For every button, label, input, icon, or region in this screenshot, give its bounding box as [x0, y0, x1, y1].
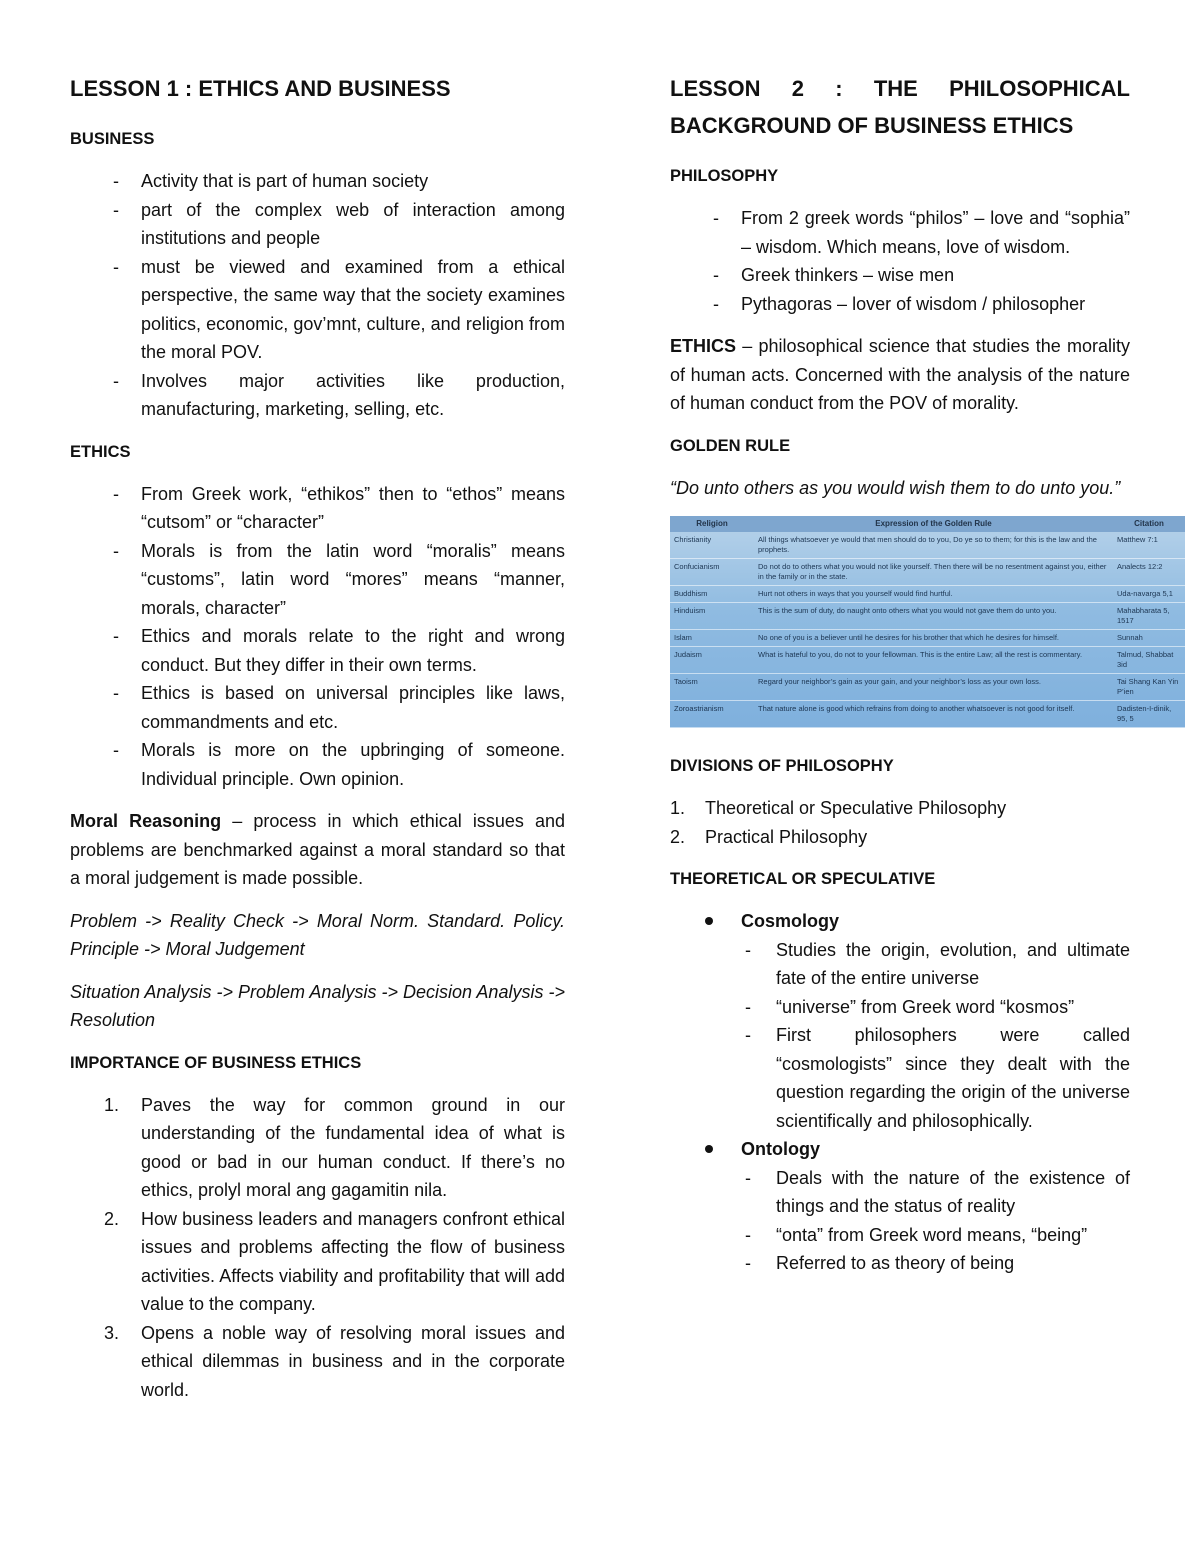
cell-religion: Buddhism — [670, 586, 754, 603]
table-row — [670, 603, 1185, 630]
flow-situation-resolution: Situation Analysis -> Problem Analysis -> Decision Analysis -> Resolution — [70, 981, 565, 1030]
list-text: Paves the way for common ground in our understanding of the fundamental idea of what is good or bad in our human conduct. If there’s no ethics, prolyl moral ang gagamitin nila. — [141, 1094, 565, 1200]
cell-religion: Judaism — [670, 647, 754, 674]
table-row — [670, 701, 1185, 728]
list-item: - From Greek work, “ethikos” then to “ethos” means “cutsom” or “character” — [70, 480, 565, 537]
list-item — [670, 823, 1130, 852]
list-item — [670, 794, 1130, 823]
cell-citation: Talmud, Shabbat 3id — [1113, 647, 1185, 674]
list-item: - “onta” from Greek word means, “being” — [741, 1221, 1130, 1250]
moral-reasoning-paragraph — [70, 807, 565, 893]
table-row — [670, 586, 1185, 603]
bullet-cosmology — [670, 907, 1130, 1135]
cell-expression: Regard your neighbor’s gain as your gain, and your neighbor’s loss as your own loss. — [754, 674, 1113, 701]
list-item: - Involves major activities like production, manufacturing, marketing, selling, etc. — [70, 367, 565, 424]
list-item: - part of the complex web of interaction among institutions and people — [70, 196, 565, 253]
cell-expression: All things whatsoever ye would that men should do to you, Do ye so to them; for this is the law and the prophets. — [754, 532, 1113, 559]
list-number: 2. — [104, 1208, 120, 1229]
cell-citation: Matthew 7:1 — [1113, 532, 1185, 559]
lesson1-title: LESSON 1 : ETHICS AND BUSINESS — [70, 76, 451, 101]
moral-reasoning-text: – process in which ethical issues and problems are benchmarked against a moral standard so that a moral judgement is made possible. — [70, 811, 565, 888]
cell-religion: Zoroastrianism — [670, 701, 754, 728]
importance-heading: IMPORTANCE OF BUSINESS ETHICS — [70, 1053, 362, 1072]
cell-expression: Hurt not others in ways that you yourself would find hurtful. — [754, 586, 1113, 603]
table-row — [670, 559, 1185, 586]
golden-rule-quote: “Do unto others as you would wish them to do unto you.” — [670, 477, 1121, 498]
lesson2-title: LESSON 2 : THE PHILOSOPHICAL BACKGROUND OF BUSINESS ETHICS — [670, 76, 1130, 138]
table-row — [670, 674, 1185, 701]
table-row — [670, 532, 1185, 559]
cell-citation: Sunnah — [1113, 630, 1185, 647]
cell-expression: What is hateful to you, do not to your fellowman. This is the entire Law; all the rest is commentary. — [754, 647, 1113, 674]
list-text: Practical Philosophy — [705, 826, 868, 847]
divisions-list — [670, 794, 1130, 851]
business-heading: BUSINESS — [70, 130, 155, 148]
cell-expression: Do not do to others what you would not like yourself. Then there will be no resentment against you, either in the family or in the state. — [754, 559, 1113, 586]
ontology-sublist — [741, 1164, 1130, 1278]
cell-religion: Hinduism — [670, 603, 754, 630]
golden-rule-heading: GOLDEN RULE — [670, 436, 791, 455]
flow-problem-judgement: Problem -> Reality Check -> Moral Norm. Standard. Policy. Principle -> Moral Judgement — [70, 910, 565, 959]
list-number: 2. — [670, 826, 686, 847]
list-number: 1. — [104, 1094, 120, 1115]
list-item: - Referred to as theory of being — [741, 1249, 1130, 1278]
cell-citation: Mahabharata 5, 1517 — [1113, 603, 1185, 630]
list-text: Opens a noble way of resolving moral issues and ethical dilemmas in business and in the corporate world. — [141, 1322, 565, 1400]
divisions-heading: DIVISIONS OF PHILOSOPHY — [670, 757, 894, 775]
ethics-definition — [670, 332, 1130, 418]
list-item: - Ethics and morals relate to the right and wrong conduct. But they differ in their own terms. — [70, 622, 565, 679]
left-column — [70, 70, 565, 1418]
list-item: - Morals is from the latin word “moralis” means “customs”, latin word “mores” means “manner, morals, character” — [70, 537, 565, 623]
business-list — [70, 167, 565, 424]
importance-list — [70, 1091, 565, 1405]
moral-reasoning-term: Moral Reasoning — [70, 811, 222, 831]
cell-expression: No one of you is a believer until he desires for his brother that which he desires for himself. — [754, 630, 1113, 647]
ontology-label: Ontology — [741, 1139, 820, 1159]
list-item: - “universe” from Greek word “kosmos” — [741, 993, 1130, 1022]
philosophy-heading: PHILOSOPHY — [670, 167, 779, 185]
cell-religion: Confucianism — [670, 559, 754, 586]
list-item: - From 2 greek words “philos” – love and “sophia” – wisdom. Which means, love of wisdom. — [670, 204, 1130, 261]
list-item: - Activity that is part of human society — [70, 167, 565, 196]
list-item — [70, 1205, 565, 1319]
bullet-ontology — [670, 1135, 1130, 1278]
list-item: - Ethics is based on universal principles like laws, commandments and etc. — [70, 679, 565, 736]
cell-expression: This is the sum of duty, do naught onto others what you would not gave them do unto you. — [754, 603, 1113, 630]
cell-expression: That nature alone is good which refrains from doing to another whatsoever is not good for itself. — [754, 701, 1113, 728]
list-item: - Greek thinkers – wise men — [670, 261, 1130, 290]
header-religion: Religion — [670, 516, 754, 532]
cosmology-sublist — [741, 936, 1130, 1136]
cosmology-label: Cosmology — [741, 911, 840, 931]
ethics-list — [70, 480, 565, 794]
cell-citation: Uda-navarga 5,1 — [1113, 586, 1185, 603]
list-item: - must be viewed and examined from a ethical perspective, the same way that the society examines politics, economic, gov’mnt, culture, and religion from the moral POV. — [70, 253, 565, 367]
ethics-text: – philosophical science that studies the morality of human acts. Concerned with the analysis of the nature of human conduct from the POV of morality. — [670, 336, 1130, 413]
cell-religion: Christianity — [670, 532, 754, 559]
list-item: - Pythagoras – lover of wisdom / philosopher — [670, 290, 1130, 319]
cell-citation: Dadisten-I-dinik, 95, 5 — [1113, 701, 1185, 728]
list-item: - First philosophers were called “cosmologists” since they dealt with the question regarding the origin of the universe scientifically and philosophically. — [741, 1021, 1130, 1135]
list-item: - Studies the origin, evolution, and ultimate fate of the entire universe — [741, 936, 1130, 993]
theoretical-heading: THEORETICAL OR SPECULATIVE — [670, 870, 936, 888]
list-item — [70, 1319, 565, 1405]
right-column — [670, 70, 1179, 1278]
list-text: How business leaders and managers confront ethical issues and problems affecting the flow of business activities. Affects viability and profitability that will add value to the company. — [141, 1208, 565, 1314]
list-item: - Deals with the nature of the existence of things and the status of reality — [741, 1164, 1130, 1221]
table-header-row — [670, 516, 1185, 532]
cell-citation: Tai Shang Kan Yin P’ien — [1113, 674, 1185, 701]
list-item — [70, 1091, 565, 1205]
table-row — [670, 630, 1185, 647]
golden-rule-table — [670, 516, 1185, 728]
cell-religion: Taoism — [670, 674, 754, 701]
ethics-term: ETHICS — [670, 336, 737, 356]
ethics-heading: ETHICS — [70, 442, 131, 461]
table-row — [670, 647, 1185, 674]
cell-citation: Analects 12:2 — [1113, 559, 1185, 586]
list-number: 1. — [670, 798, 686, 818]
header-expression: Expression of the Golden Rule — [754, 516, 1113, 532]
philosophy-list — [670, 204, 1130, 318]
list-text: Theoretical or Speculative Philosophy — [705, 798, 1007, 818]
cell-religion: Islam — [670, 630, 754, 647]
header-citation: Citation — [1113, 516, 1185, 532]
list-item: - Morals is more on the upbringing of someone. Individual principle. Own opinion. — [70, 736, 565, 793]
theoretical-list — [670, 907, 1130, 1278]
list-number: 3. — [104, 1322, 120, 1343]
